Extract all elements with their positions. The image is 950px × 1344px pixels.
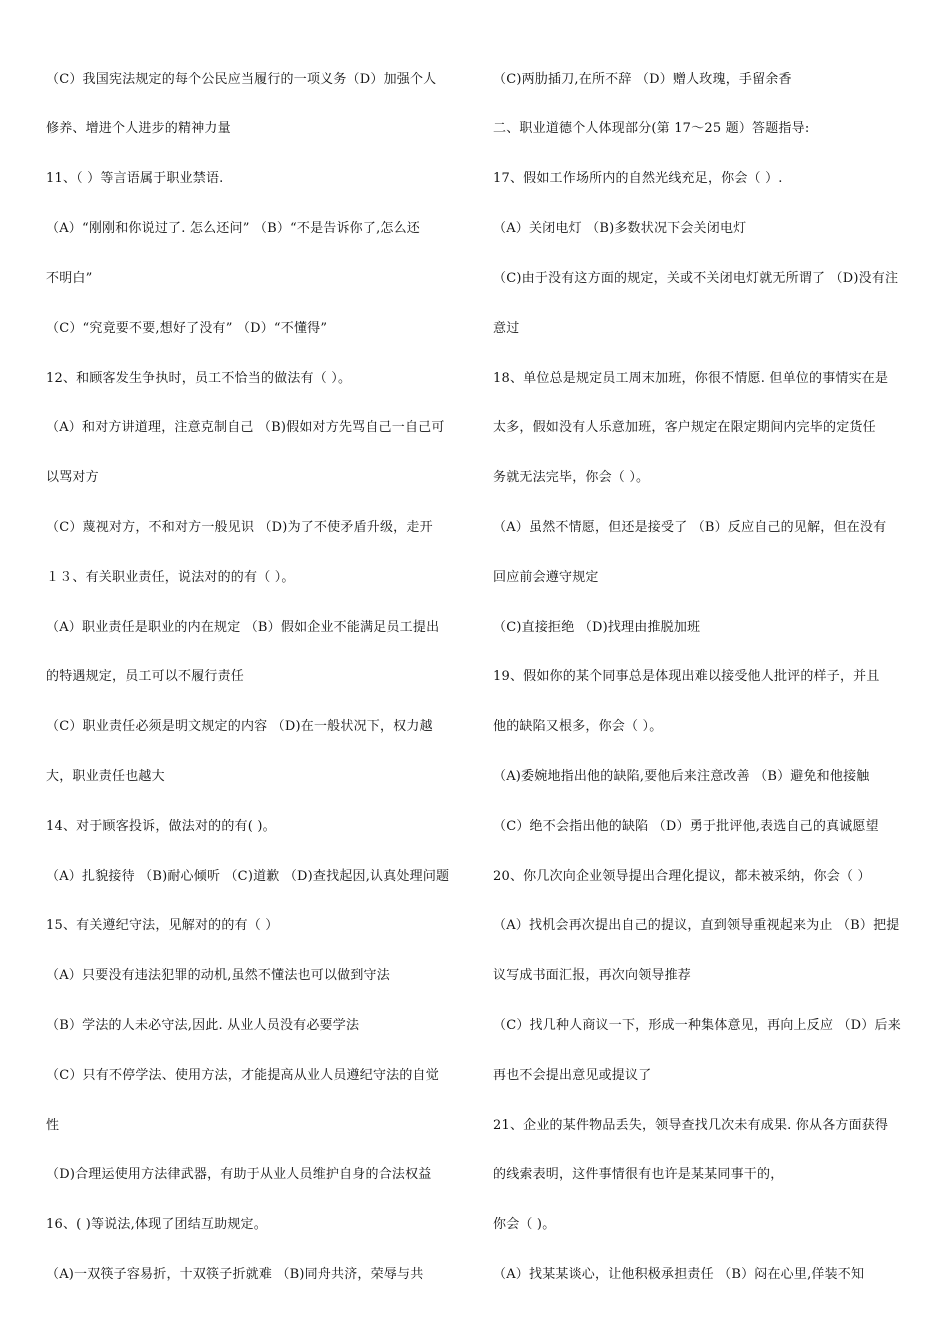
text-line: （A）只要没有违法犯罪的动机,虽然不懂法也可以做到守法 (46, 968, 390, 983)
text-line: （C)两肋插刀,在所不辞 （D）赠人玫瑰，手留余香 (493, 72, 792, 87)
question-16: 16、( )等说法,体现了团结互助规定。 (46, 1217, 267, 1232)
text-line: 的线索表明，这件事情很有也许是某某同事干的， (493, 1167, 784, 1182)
section-heading: 二、职业道德个人体现部分(第 17～25 题）答题指导: (493, 121, 810, 136)
text-line: 大，职业责任也越大 (46, 769, 165, 784)
text-line: （C）我国宪法规定的每个公民应当履行的一项义务（D）加强个人 (46, 72, 437, 87)
question-20: 20、你几次向企业领导提出合理化提议，都未被采纳，你会（ ） (493, 869, 871, 884)
question-14: 14、对于顾客投诉，做法对的的有( )。 (46, 819, 276, 834)
question-21: 21、企业的某件物品丢失，领导查找几次未有成果. 你从各方面获得 (493, 1118, 889, 1133)
text-line: （A)一双筷子容易折，十双筷子折就难 （B)同舟共济，荣辱与共 (46, 1267, 424, 1282)
text-line: （C)由于没有这方面的规定，关或不关闭电灯就无所谓了 （D)没有注 (493, 271, 899, 286)
text-line: 太多，假如没有人乐意加班，客户规定在限定期间内完毕的定货任 (493, 420, 876, 435)
text-line: 不明白” (46, 271, 93, 286)
text-line: （A）虽然不情愿，但还是接受了 （B）反应自己的见解，但在没有 (493, 520, 887, 535)
text-line: （C）找几种人商议一下，形成一种集体意见，再向上反应 （D）后来 (493, 1018, 901, 1033)
text-line: 务就无法完毕，你会（ ）。 (493, 470, 650, 485)
text-line: 你会（ )。 (493, 1217, 556, 1232)
text-line: （A）找机会再次提出自己的提议，直到领导重视起来为止 （B）把提 (493, 918, 900, 933)
text-line: （A）“刚刚和你说过了. 怎么还问” （B）“不是告诉你了,怎么还 (46, 221, 421, 236)
text-line: 性 (46, 1118, 60, 1133)
text-line: 他的缺陷又根多，你会（ ）。 (493, 719, 663, 734)
text-line: （C）“究竟要不要,想好了没有” （D）“不懂得” (46, 321, 328, 336)
text-line: （C）绝不会指出他的缺陷 （D）勇于批评他,表选自己的真诚愿望 (493, 819, 879, 834)
text-line: （A）职业责任是职业的内在规定 （B）假如企业不能满足员工提出 (46, 620, 440, 635)
text-line: （A)委婉地指出他的缺陷,要他后来注意改善 （B）避免和他接触 (493, 769, 870, 784)
text-line: 意过 (493, 321, 520, 336)
text-line: （A）关闭电灯 （B)多数状况下会关闭电灯 (493, 221, 747, 236)
question-13: １３、有关职业责任，说法对的的有（ ）。 (46, 570, 295, 585)
question-15: 15、有关遵纪守法，见解对的的有（ ） (46, 918, 279, 933)
text-line: 回应前会遵守规定 (493, 570, 599, 585)
text-line: （A）扎貌接待 （B)耐心倾听 （C)道歉 （D)查找起因,认真处理问题 (46, 869, 450, 884)
text-line: （C)直接拒绝 （D)找理由推脱加班 (493, 620, 701, 635)
text-line: 再也不会提出意见或提议了 (493, 1068, 652, 1083)
text-line: 的特遇规定，员工可以不履行责任 (46, 669, 245, 684)
text-line: （C）蔑视对方，不和对方一般见识 （D)为了不使矛盾升级，走开 (46, 520, 433, 535)
question-11: 11、（ ）等言语属于职业禁语. (46, 171, 224, 186)
text-line: 修养、增进个人进步的精神力量 (46, 121, 231, 136)
text-line: （C）职业责任必须是明文规定的内容 （D)在一般状况下，权力越 (46, 719, 433, 734)
text-line: （A）找某某谈心，让他积极承担责任 （B）闷在心里,佯装不知 (493, 1267, 865, 1282)
text-line: （B）学法的人未必守法,因此. 从业人员没有必要学法 (46, 1018, 360, 1033)
text-line: （A）和对方讲道理，注意克制自己 （B)假如对方先骂自己一自己可 (46, 420, 445, 435)
question-17: 17、假如工作场所内的自然光线充足，你会（ ）. (493, 171, 783, 186)
text-line: 议写成书面汇报，再次向领导推荐 (493, 968, 692, 983)
question-18: 18、单位总是规定员工周末加班，你很不情愿. 但单位的事情实在是 (493, 371, 889, 386)
text-line: （C）只有不停学法、使用方法，才能提高从业人员遵纪守法的自觉 (46, 1068, 439, 1083)
text-line: （D)合理运使用方法律武器，有助于从业人员维护自身的合法权益 (46, 1167, 432, 1182)
text-line: 以骂对方 (46, 470, 99, 485)
question-12: 12、和顾客发生争执时，员工不恰当的做法有（ ）。 (46, 371, 352, 386)
question-19: 19、假如你的某个同事总是体现出难以接受他人批评的样子，并且 (493, 669, 880, 684)
